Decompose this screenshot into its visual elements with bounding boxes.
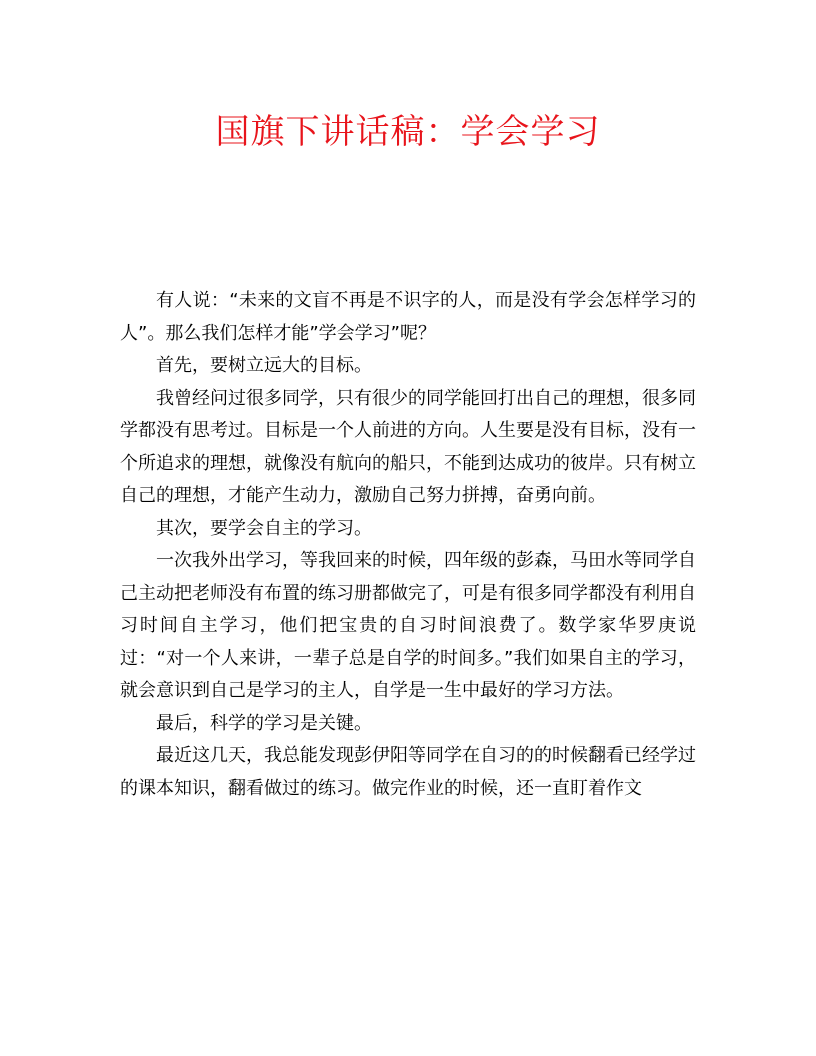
paragraph-point-1-heading: 首先，要树立远大的目标。 (156, 355, 372, 376)
document-body (120, 285, 696, 805)
paragraph-point-2-body: 一次我外出学习，等我回来的时候，四年级的彭森，马田水等同学自己主动把老师没有布置的练习册都做完了，可是有很多同学都没有利用自习时间自主学习，他们把宝贵的自习时间浪费了。数学家华罗庚说过：“对一个人来讲，一辈子总是自学的时间多。”我们如果自主的学习，就会意识到自己是学习的主人，自学是一生中最好的学习方法。 (120, 550, 696, 701)
paragraph-intro: 有人说：“未来的文盲不再是不识字的人，而是没有学会怎样学习的人”。那么我们怎样才能”学会学习”呢？ (120, 290, 696, 344)
page-title: 国旗下讲话稿：学会学习 (215, 112, 601, 152)
paragraph-point-1-body: 我曾经问过很多同学，只有很少的同学能回打出自己的理想，很多同学都没有思考过。目标是一个人前进的方向。人生要是没有目标，没有一个所追求的理想，就像没有航向的船只，不能到达成功的彼岸。只有树立自己的理想，才能产生动力，激励自己努力拼搏，奋勇向前。 (120, 387, 696, 506)
paragraph-point-3-body: 最近这几天，我总能发现彭伊阳等同学在自习的的时候翻看已经学过的课本知识，翻看做过的练习。做完作业的时候，还一直盯着作文 (120, 745, 696, 799)
paragraph-point-2-heading: 其次，要学会自主的学习。 (156, 517, 372, 539)
paragraph-point-3-heading: 最后，科学的学习是关键。 (156, 712, 372, 734)
